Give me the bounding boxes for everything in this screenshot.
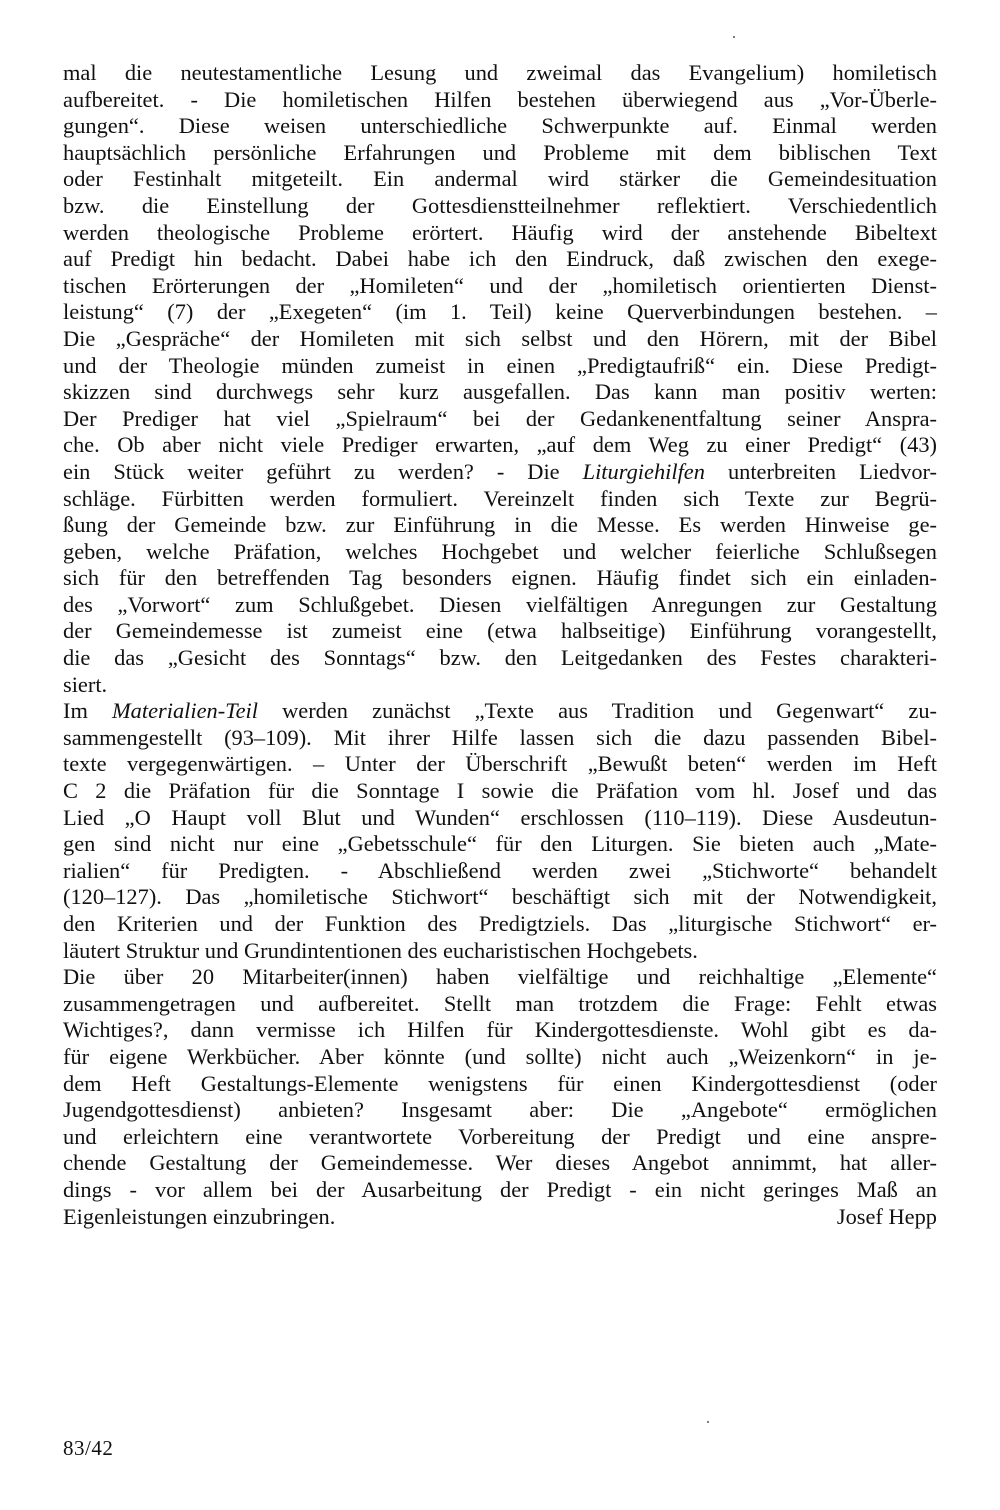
closing-text: Eigenleistungen einzubringen. [63,1203,336,1229]
print-speck [733,36,735,38]
text-line: Lied „O Haupt voll Blut und Wunden“ erschlossen (110–119). Diese Ausdeutun- [63,804,937,830]
text-segment: werden zunächst „Texte aus Tradition und Gegenwart“ zu- [257,698,937,724]
closing-line [63,1204,937,1231]
text-line: chende Gestaltung der Gemeindemesse. Wer dieses Angebot annimmt, hat aller- [63,1150,937,1176]
text-line: leistung“ (7) der „Exegeten“ (im 1. Teil) keine Querverbindungen bestehen. – [63,299,937,325]
text-line: mal die neutestamentliche Lesung und zweimal das Evangelium) homiletisch [63,60,937,85]
text-line [63,698,937,725]
text-line: skizzen sind durchwegs sehr kurz ausgefallen. Das kann man positiv werten: [63,379,937,405]
text-line: der Gemeindemesse ist zumeist eine (etwa halbseitige) Einführung vorangestellt, [63,618,937,644]
text-line: siert. [63,671,108,697]
text-line: che. Ob aber nicht viele Prediger erwarten, „auf dem Weg zu einer Predigt“ (43) [63,432,937,458]
text-line: für eigene Werkbücher. Aber könnte (und sollte) nicht auch „Weizenkorn“ in je- [63,1043,937,1069]
text-segment: unterbreiten Liedvor- [704,458,937,484]
text-line: die das „Gesicht des Sonntags“ bzw. den Leitgedanken des Festes charakteri- [63,645,937,671]
text-line: werden theologische Probleme erörtert. Häufig wird der anstehende Bibeltext [63,219,937,245]
text-line: schläge. Fürbitten werden formuliert. Vereinzelt finden sich Texte zur Begrü- [63,485,937,511]
text-line: läutert Struktur und Grundintentionen des eucharistischen Hochgebets. [63,937,698,963]
text-line: oder Festinhalt mitgeteilt. Ein andermal wird stärker die Gemeindesituation [63,166,937,192]
text-line: Die „Gespräche“ der Homileten mit sich selbst und den Hörern, mit der Bibel [63,325,937,351]
text-segment: Im [63,698,113,724]
text-segment: ein Stück weiter geführt zu werden? - Die [63,458,583,484]
text-line: C 2 die Präfation für die Sonntage I sowie die Präfation vom hl. Josef und das [63,778,937,804]
text-line: (120–127). Das „homiletische Stichwort“ beschäftigt sich mit der Notwendigkeit, [63,884,937,910]
text-line: aufbereitet. - Die homiletischen Hilfen bestehen überwiegend aus „Vor-Überle- [63,86,937,112]
text-line: Jugendgottesdienst) anbieten? Insgesamt aber: Die „Angebote“ ermöglichen [63,1097,937,1123]
text-line: geben, welche Präfation, welches Hochgebet und welcher feierliche Schlußsegen [63,538,937,564]
text-line: rialien“ für Predigten. - Abschließend werden zwei „Stichworte“ behandelt [63,857,937,883]
italic-term: Liturgiehilfen [582,458,705,484]
italic-term: Materialien-Teil [112,698,258,724]
text-line: gungen“. Diese weisen unterschiedliche Schwerpunkte auf. Einmal werden [63,113,937,139]
review-body [63,60,937,1230]
text-line: den Kriterien und der Funktion des Predigtziels. Das „liturgische Stichwort“ er- [63,911,937,936]
text-line: bzw. die Einstellung der Gottesdienstteilnehmer reflektiert. Verschiedentlich [63,192,937,218]
page-number: 83/42 [63,1436,114,1460]
text-line: sich für den betreffenden Tag besonders eignen. Häufig findet sich ein einladen- [63,565,937,591]
text-line: Wichtiges?, dann vermisse ich Hilfen für Kindergottesdienste. Wohl gibt es da- [63,1017,937,1043]
text-line: tischen Erörterungen der „Homileten“ und der „homiletisch orientierten Dienst- [63,272,937,298]
print-speck [707,1421,709,1423]
text-line: dem Heft Gestaltungs-Elemente wenigstens für einen Kindergottesdienst (oder [63,1070,937,1096]
text-line: des „Vorwort“ zum Schlußgebet. Diesen vielfältigen Anregungen zur Gestaltung [63,591,937,617]
text-line: gen sind nicht nur eine „Gebetsschule“ für den Liturgen. Sie bieten auch „Mate- [63,831,937,857]
text-line: auf Predigt hin bedacht. Dabei habe ich den Eindruck, daß zwischen den exege- [63,246,937,272]
text-line [63,459,937,486]
text-line: texte vergegenwärtigen. – Unter der Überschrift „Bewußt beten“ werden im Heft [63,751,937,777]
text-line: und der Theologie münden zumeist in einen „Predigtaufriß“ ein. Diese Predigt- [63,352,937,378]
text-line: Der Prediger hat viel „Spielraum“ bei der Gedankenentfaltung seiner Anspra- [63,405,937,431]
author-signature: Josef Hepp [836,1203,937,1229]
text-line: und erleichtern eine verantwortete Vorbereitung der Predigt und eine anspre- [63,1123,937,1149]
text-line: dings - vor allem bei der Ausarbeitung der Predigt - ein nicht geringes Maß an [63,1176,937,1202]
text-line: hauptsächlich persönliche Erfahrungen und Probleme mit dem biblischen Text [63,139,937,165]
text-line: zusammengetragen und aufbereitet. Stellt man trotzdem die Frage: Fehlt etwas [63,990,937,1016]
text-line: Die über 20 Mitarbeiter(innen) haben vielfältige und reichhaltige „Elemente“ [63,964,937,990]
text-line: sammengestellt (93–109). Mit ihrer Hilfe lassen sich die dazu passenden Bibel- [63,724,937,750]
text-line: ßung der Gemeinde bzw. zur Einführung in die Messe. Es werden Hinweise ge- [63,512,937,538]
